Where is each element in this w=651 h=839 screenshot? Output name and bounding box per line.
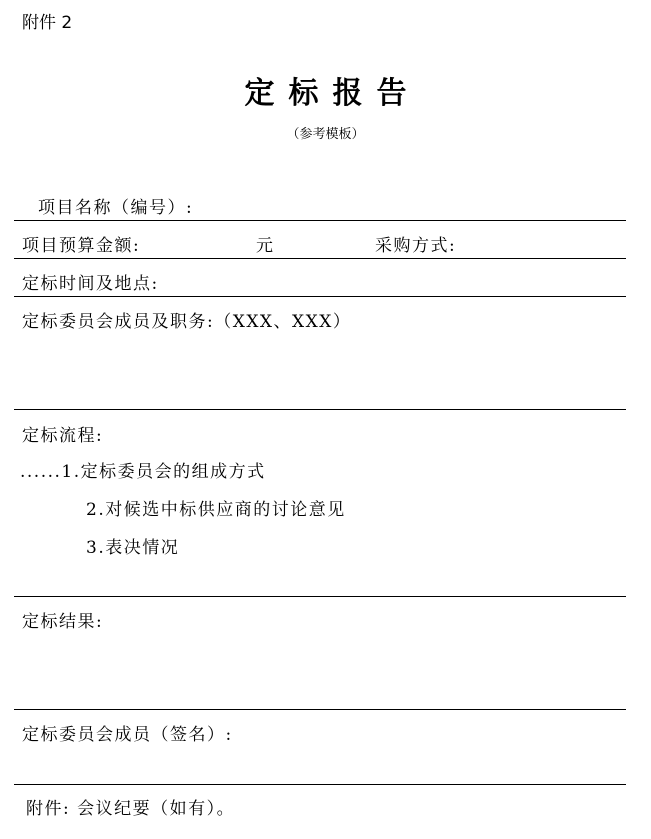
divider-line: [14, 709, 626, 710]
document-title: 定标报告: [244, 76, 421, 111]
budget-unit-label: 元: [256, 236, 275, 256]
document-subtitle: （参考模板）: [286, 127, 365, 142]
divider-line: [14, 220, 626, 221]
time-place-label: 定标时间及地点:: [22, 274, 159, 294]
process-step: 3.表决情况: [86, 538, 180, 558]
signature-section-label: 定标委员会成员（签名）:: [22, 725, 233, 745]
process-section-label: 定标流程:: [22, 426, 104, 446]
result-section-label: 定标结果:: [22, 612, 104, 632]
divider-line: [14, 296, 626, 297]
process-step: 2.对候选中标供应商的讨论意见: [86, 500, 346, 520]
procurement-method-label: 采购方式:: [375, 236, 457, 256]
project-name-field-label: 项目名称（编号）:: [38, 198, 194, 218]
divider-line: [14, 784, 626, 785]
divider-line: [14, 596, 626, 597]
attachment-label: 附件 2: [22, 13, 73, 33]
divider-line: [14, 409, 626, 410]
divider-line: [14, 258, 626, 259]
committee-members-label: 定标委员会成员及职务:（XXX、XXX）: [22, 312, 352, 332]
process-step: ......1.定标委员会的组成方式: [20, 462, 266, 482]
footer-attachment-note: 附件: 会议纪要（如有）。: [26, 799, 236, 819]
budget-field-label: 项目预算金额:: [22, 236, 141, 256]
